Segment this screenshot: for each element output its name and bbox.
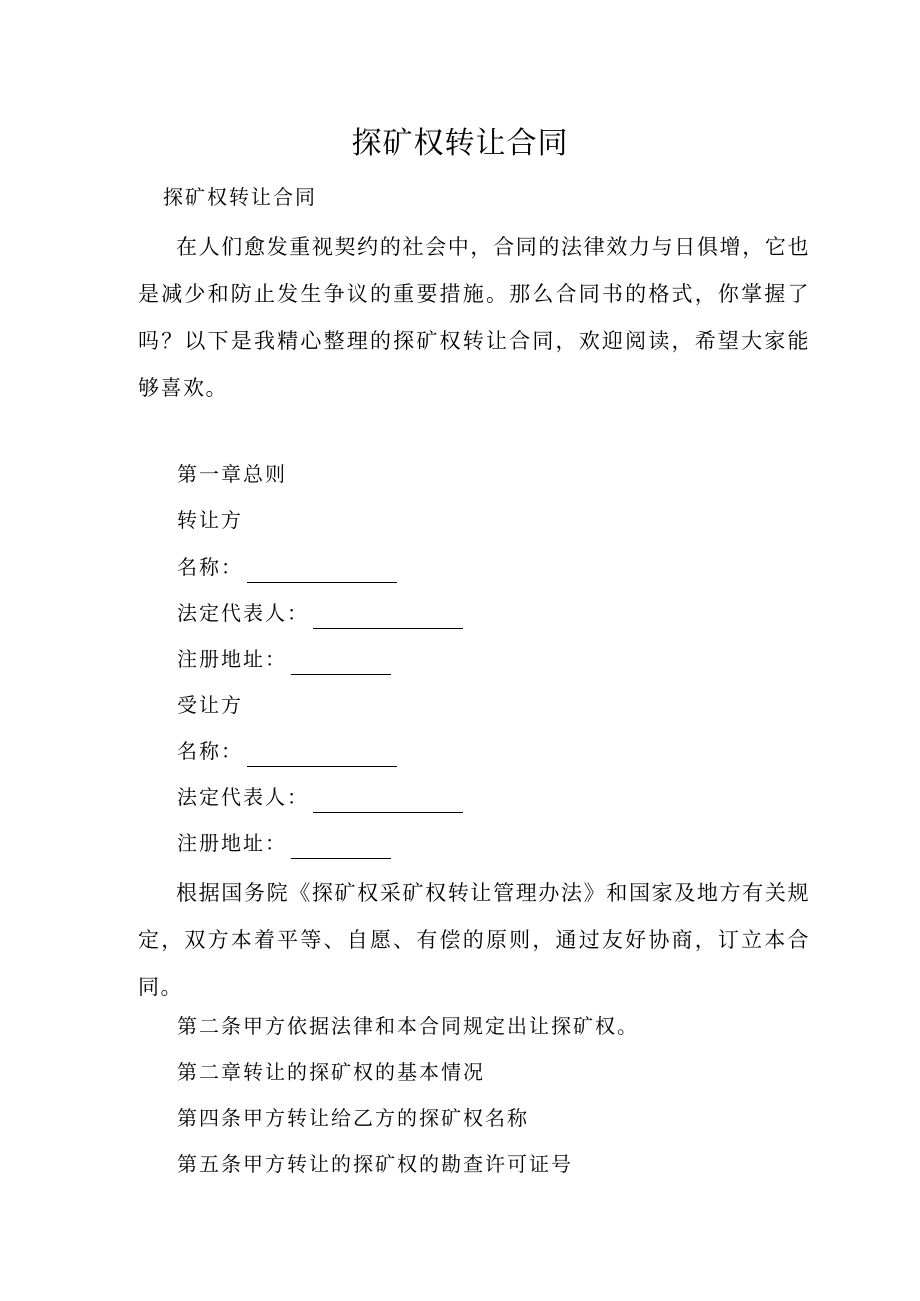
article-4: 第四条甲方转让给乙方的探矿权名称 bbox=[177, 1106, 529, 1130]
transferor-name-label: 名称： bbox=[177, 555, 243, 579]
transferor-heading: 转让方 bbox=[177, 508, 243, 532]
transferee-heading: 受让方 bbox=[177, 693, 243, 717]
transferor-rep-label: 法定代表人： bbox=[177, 601, 309, 625]
transferee-rep-field bbox=[177, 781, 463, 813]
transferee-rep-blank bbox=[313, 788, 463, 813]
transferee-name-label: 名称： bbox=[177, 739, 243, 763]
chapter-2-heading: 第二章转让的探矿权的基本情况 bbox=[177, 1060, 485, 1084]
article-2: 第二条甲方依据法律和本合同规定出让探矿权。 bbox=[177, 1014, 639, 1038]
transferor-address-blank bbox=[291, 650, 391, 675]
transferee-address-label: 注册地址： bbox=[177, 831, 287, 855]
transferee-rep-label: 法定代表人： bbox=[177, 785, 309, 809]
article-5: 第五条甲方转让的探矿权的勘查许可证号 bbox=[177, 1152, 573, 1176]
transferor-name-blank bbox=[247, 558, 397, 583]
transferee-address-field bbox=[177, 827, 391, 859]
transferor-rep-blank bbox=[313, 604, 463, 629]
basis-paragraph: 根据国务院《探矿权采矿权转让管理办法》和国家及地方有关规定，双方本着平等、自愿、有偿的原则，通过友好协商，订立本合同。 bbox=[138, 881, 810, 999]
document-title: 探矿权转让合同 bbox=[351, 126, 569, 161]
transferee-address-blank bbox=[291, 834, 391, 859]
transferee-name-blank bbox=[247, 742, 397, 767]
transferor-address-field bbox=[177, 643, 391, 675]
document-subtitle: 探矿权转让合同 bbox=[163, 185, 317, 209]
intro-paragraph: 在人们愈发重视契约的社会中，合同的法律效力与日俱增，它也是减少和防止发生争议的重要措施。那么合同书的格式，你掌握了吗？以下是我精心整理的探矿权转让合同，欢迎阅读，希望大家能够喜欢。 bbox=[138, 235, 810, 400]
transferor-rep-field bbox=[177, 597, 463, 629]
transferor-address-label: 注册地址： bbox=[177, 647, 287, 671]
chapter-1-heading: 第一章总则 bbox=[177, 462, 287, 486]
transferee-name-field bbox=[177, 735, 397, 767]
transferor-name-field bbox=[177, 551, 397, 583]
